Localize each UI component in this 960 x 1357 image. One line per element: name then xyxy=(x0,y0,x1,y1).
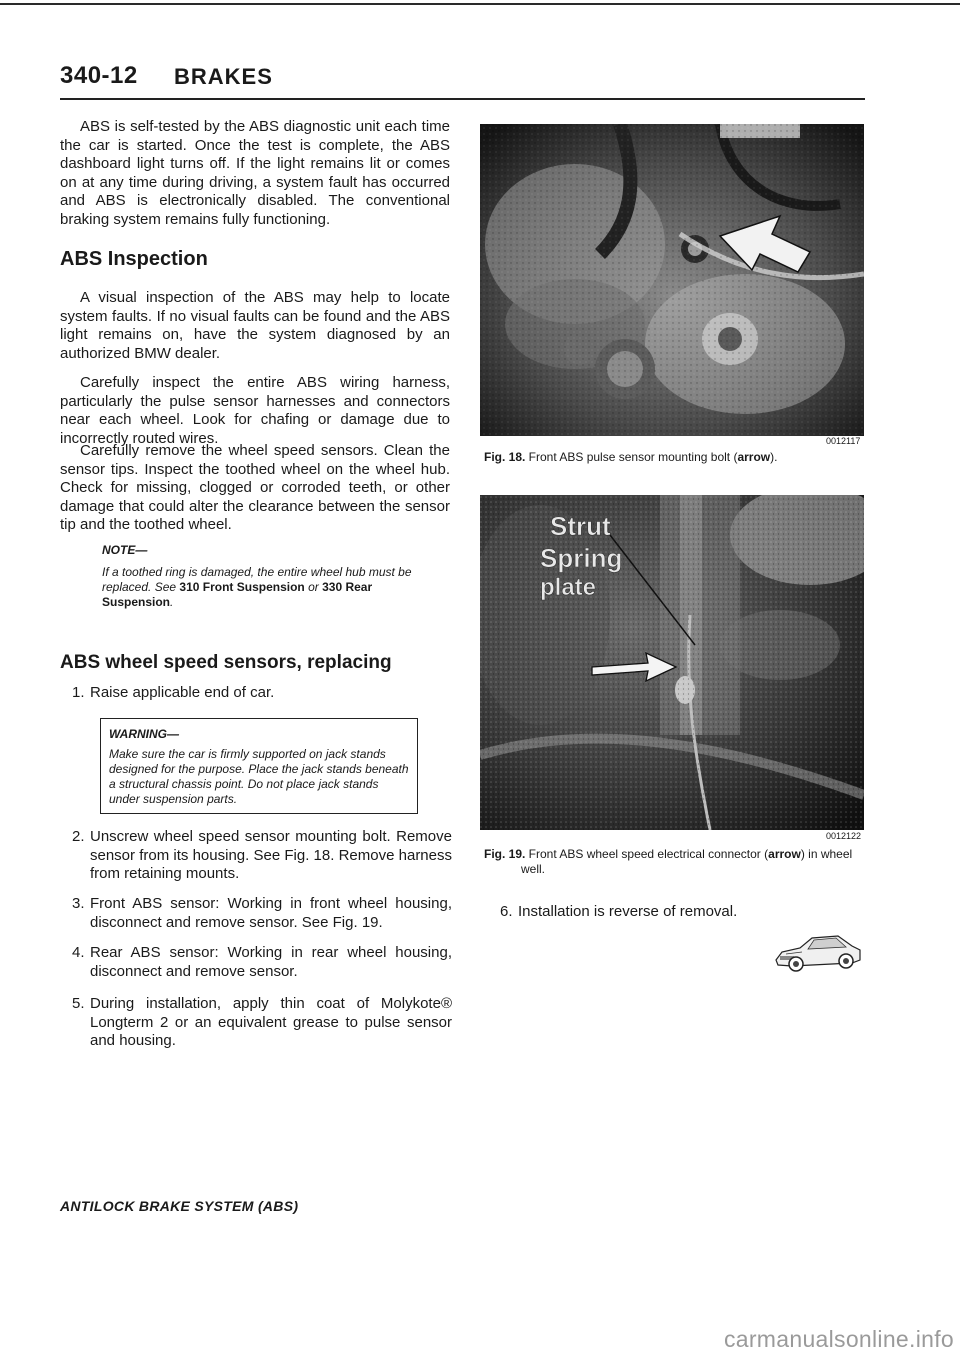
step-number: 5. xyxy=(72,995,85,1012)
step-4 xyxy=(72,944,452,981)
photo-label-plate: plate xyxy=(540,574,597,601)
figure-18-photo xyxy=(480,124,864,436)
car-end-icon xyxy=(772,930,864,979)
note-text xyxy=(102,565,422,610)
step-text: Raise applicable end of car. xyxy=(90,684,275,701)
caption-text: Front ABS wheel speed electrical connector ( xyxy=(525,847,769,861)
inspection-paragraph-2: Carefully inspect the entire ABS wiring harness, particularly the pulse sensor harnesses and connectors near each wheel. Look for chafing or damage due to incorrectly routed wires. xyxy=(60,374,450,447)
step-number: 1. xyxy=(72,684,85,701)
note-text-part: If a toothed ring is damaged, the entire wheel hub must be replaced. See xyxy=(102,565,412,594)
note-text-part: or xyxy=(304,580,323,594)
photo-label-strut: Strut xyxy=(550,511,611,541)
inspection-heading: ABS Inspection xyxy=(60,248,208,270)
caption-text: ) in wheel well. xyxy=(521,847,853,876)
warning-label: WARNING— xyxy=(109,727,179,741)
warning-text: Make sure the car is firmly supported on jack stands designed for the purpose. Place the jack stands beneath a structural chassis point. Do not place jack stands under suspension parts. xyxy=(109,747,409,806)
figure-18-caption xyxy=(484,450,864,465)
step-text: Rear ABS sensor: Working in rear wheel housing, disconnect and remove sensor. xyxy=(90,944,452,980)
step-number: 3. xyxy=(72,895,85,912)
step-number: 6. xyxy=(500,903,513,920)
note-text-part: . xyxy=(170,595,174,609)
figure-19-photo xyxy=(480,495,864,830)
step-text: Unscrew wheel speed sensor mounting bolt. Remove sensor from its housing. See Fig. 18. Remove harness from retaining mounts. xyxy=(90,828,452,883)
note-reference-front: 310 Front Suspension xyxy=(179,580,305,594)
note-label: NOTE— xyxy=(102,543,148,557)
caption-text: ). xyxy=(770,450,778,464)
intro-paragraph: ABS is self-tested by the ABS diagnostic unit each time the car is started. Once the test is complete, the ABS dashboard light turns off. If the light remains lit or comes on at any time during driving, a system fault has occurred and ABS is electronically disabled. The conventional braking system remains fully functioning. xyxy=(60,118,450,228)
note-reference-rear: 330 Rear Suspension xyxy=(102,580,373,609)
figure-19-caption xyxy=(484,847,864,877)
step-number: 2. xyxy=(72,828,85,845)
step-3 xyxy=(72,895,452,932)
inspection-paragraph-3: Carefully remove the wheel speed sensors. Clean the sensor tips. Inspect the toothed wheel on the wheel hub. Check for missing, clogged or corroded teeth, or other damage that could alter the clearance between the sensor tip and the toothed wheel. xyxy=(60,442,450,534)
caption-text: Front ABS pulse sensor mounting bolt ( xyxy=(525,450,738,464)
replacing-heading: ABS wheel speed sensors, replacing xyxy=(60,652,392,673)
section-title: BRAKES xyxy=(174,64,273,89)
step-text: Front ABS sensor: Working in front wheel housing, disconnect and remove sensor. See Fig. 19. xyxy=(90,895,452,931)
step-text: During installation, apply thin coat of Molykote® Longterm 2 or an equivalent grease to pulse sensor and housing. xyxy=(90,995,452,1050)
page-header xyxy=(60,58,865,100)
step-6 xyxy=(500,903,860,922)
step-text: Installation is reverse of removal. xyxy=(518,903,738,920)
page-footer: ANTILOCK BRAKE SYSTEM (ABS) xyxy=(60,1198,299,1214)
top-rule xyxy=(0,3,960,5)
watermark: carmanualsonline.info xyxy=(723,1326,954,1352)
figure-label: Fig. 18. xyxy=(484,450,526,464)
inspection-paragraph-1: A visual inspection of the ABS may help to locate system faults. If no visual faults can be found and the ABS light remains on, have the system diagnosed by an authorized BMW dealer. xyxy=(60,289,450,362)
step-number: 4. xyxy=(72,944,85,961)
figure-19-code: 0012122 xyxy=(826,831,862,841)
figure-label: Fig. 19. xyxy=(484,847,526,861)
page-number: 340-12 xyxy=(60,62,138,89)
step-2 xyxy=(72,828,452,884)
photo-label-spring: Spring xyxy=(540,543,623,573)
caption-bold: arrow xyxy=(768,847,801,861)
step-1 xyxy=(72,684,452,703)
note-block xyxy=(102,543,422,610)
caption-bold: arrow xyxy=(737,450,771,464)
figure-18-code: 0012117 xyxy=(826,436,861,446)
step-5 xyxy=(72,995,452,1051)
warning-box xyxy=(100,718,418,814)
